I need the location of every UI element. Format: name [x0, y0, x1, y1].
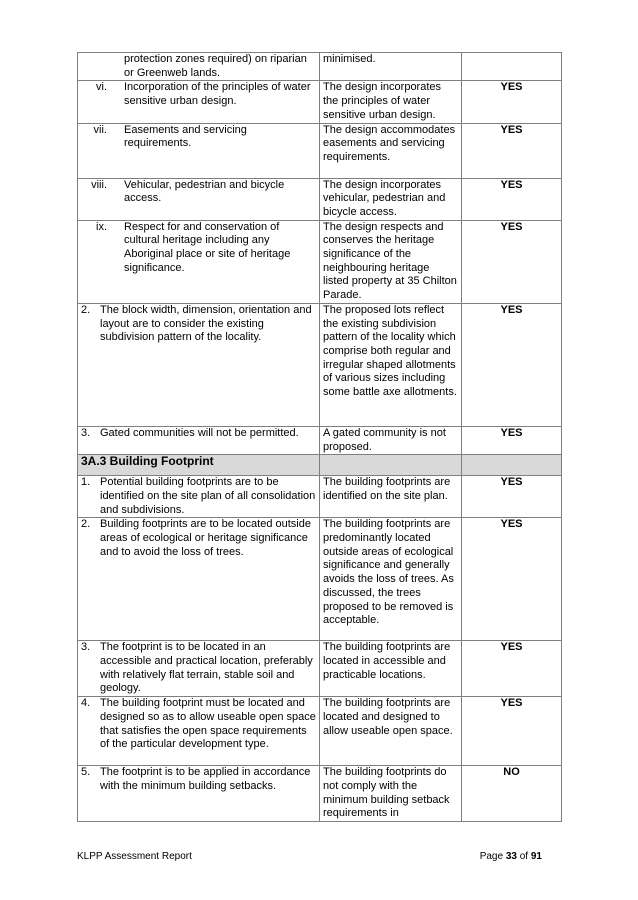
response-cell: The design incorporates vehicular, pedestrian and bicycle access. — [320, 178, 462, 220]
table-row — [78, 178, 562, 220]
item-number: 3. — [81, 426, 91, 439]
criterion-cell — [78, 178, 320, 220]
criterion-cell — [78, 303, 320, 426]
table-row — [78, 697, 562, 766]
result-cell: NO — [462, 766, 562, 822]
response-cell: The design accommodates easements and servicing requirements. — [320, 123, 462, 178]
table-row — [78, 641, 562, 697]
criterion-cell — [78, 123, 320, 178]
result-cell: YES — [462, 178, 562, 220]
total-pages: 91 — [530, 851, 542, 862]
result-cell: YES — [462, 518, 562, 641]
criterion-text: The block width, dimension, orientation and layout are to consider the existing subdivision pattern of the locality. — [100, 303, 312, 344]
table-row — [78, 766, 562, 822]
criterion-text: The building footprint must be located and designed so as to allow useable open space that satisfies the open space requirements of the particular development type. — [100, 697, 316, 751]
result-cell: YES — [462, 476, 562, 518]
response-cell: A gated community is not proposed. — [320, 426, 462, 454]
item-number: 5. — [81, 766, 91, 779]
criterion-cell — [78, 697, 320, 766]
item-number: ix. — [96, 220, 107, 233]
response-cell: minimised. — [320, 53, 462, 81]
table-row — [78, 476, 562, 518]
criterion-text: The footprint is to be applied in accordance with the minimum building setbacks. — [100, 766, 311, 792]
criterion-text: Vehicular, pedestrian and bicycle access. — [124, 178, 285, 205]
section-empty-cell — [462, 455, 562, 476]
result-cell: YES — [462, 303, 562, 426]
section-empty-cell — [320, 455, 462, 476]
response-cell: The proposed lots reflect the existing subdivision pattern of the locality which comprise both regular and irregular shaped allotments of various sizes including some battle axe allotments. — [320, 303, 462, 426]
response-cell: The building footprints are located in accessible and practicable locations. — [320, 641, 462, 697]
result-cell: YES — [462, 641, 562, 697]
item-number: vi. — [96, 81, 107, 94]
criterion-text: Easements and servicing requirements. — [124, 123, 247, 150]
response-cell: The design respects and conserves the heritage significance of the neighbouring heritage listed property at 35 Chilton Parade. — [320, 220, 462, 303]
item-number: 2. — [81, 303, 91, 316]
table-row — [78, 303, 562, 426]
current-page: 33 — [505, 851, 517, 862]
criterion-text: Incorporation of the principles of water sensitive urban design. — [124, 81, 311, 108]
criterion-text: Respect for and conservation of cultural heritage including any Aboriginal place or site of heritage significance. — [124, 220, 291, 274]
section-header-row — [78, 455, 562, 476]
criterion-cell — [78, 426, 320, 454]
result-cell: YES — [462, 123, 562, 178]
assessment-table — [77, 52, 562, 822]
item-number: 2. — [81, 518, 91, 531]
criterion-text: Potential building footprints are to be identified on the site plan of all consolidation and subdivisions. — [100, 476, 316, 516]
criterion-cell — [78, 766, 320, 822]
result-cell: YES — [462, 81, 562, 123]
criterion-cell — [78, 53, 320, 81]
table-row — [78, 81, 562, 123]
criterion-text: Gated communities will not be permitted. — [100, 426, 299, 439]
criterion-text: protection zones required) on riparian or Greenweb lands. — [124, 53, 307, 79]
response-cell: The building footprints are predominantly located outside areas of ecological significance and generally avoids the loss of trees. As discussed, the trees proposed to be removed is acceptable. — [320, 518, 462, 641]
result-cell: YES — [462, 220, 562, 303]
section-title: 3A.3 Building Footprint — [78, 455, 320, 476]
footer-report-title: KLPP Assessment Report — [77, 851, 192, 862]
response-cell: The building footprints are identified on the site plan. — [320, 476, 462, 518]
criterion-text: Building footprints are to be located outside areas of ecological or heritage significance and to avoid the loss of trees. — [100, 518, 311, 558]
response-cell: The design incorporates the principles of water sensitive urban design. — [320, 81, 462, 123]
page-of-label: of — [516, 851, 531, 862]
footer-page-number — [480, 851, 542, 862]
result-cell — [462, 53, 562, 81]
response-cell: The building footprints do not comply with the minimum building setback requirements in — [320, 766, 462, 822]
item-number: 1. — [81, 476, 91, 489]
result-cell: YES — [462, 697, 562, 766]
item-number: vii. — [93, 123, 107, 136]
criterion-cell — [78, 81, 320, 123]
table-row — [78, 518, 562, 641]
criterion-cell — [78, 220, 320, 303]
table-row — [78, 220, 562, 303]
table-row — [78, 426, 562, 454]
result-cell: YES — [462, 426, 562, 454]
table-row — [78, 53, 562, 81]
criterion-text: The footprint is to be located in an accessible and practical location, preferably with relatively flat terrain, stable soil and geology. — [100, 641, 313, 695]
item-number: 4. — [81, 697, 91, 710]
criterion-cell — [78, 476, 320, 518]
response-cell: The building footprints are located and designed to allow useable open space. — [320, 697, 462, 766]
criterion-cell — [78, 518, 320, 641]
criterion-cell — [78, 641, 320, 697]
table-row — [78, 123, 562, 178]
page-label: Page — [479, 851, 506, 862]
item-number: viii. — [91, 178, 107, 191]
item-number: 3. — [81, 641, 91, 654]
